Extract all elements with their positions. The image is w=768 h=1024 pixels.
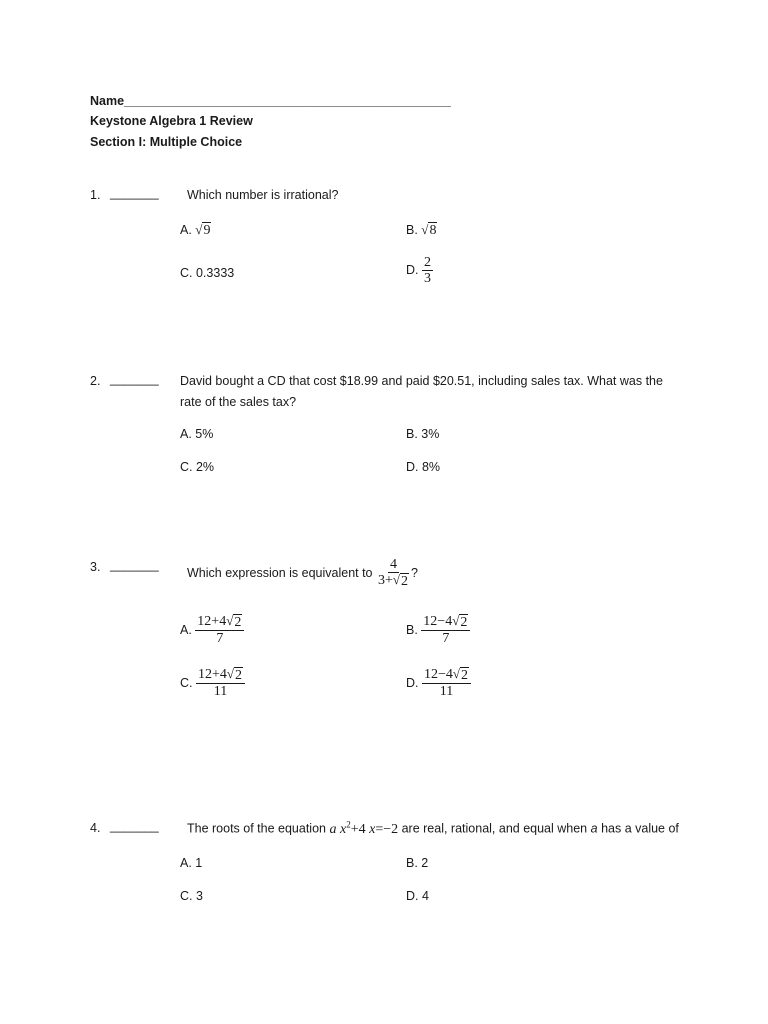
prompt-text-mid: are real, rational, and equal when bbox=[401, 821, 588, 836]
choice-label: C. bbox=[180, 266, 193, 280]
question-4-answer-blank[interactable]: _______ bbox=[110, 819, 159, 833]
q2-choice-a[interactable]: A. 5% bbox=[180, 427, 214, 441]
prompt-suffix: ? bbox=[411, 566, 418, 581]
fraction: 12+4 √ 2 11 bbox=[196, 667, 245, 700]
prompt-text: The roots of the equation bbox=[187, 821, 326, 836]
q1-choice-a[interactable] bbox=[180, 222, 211, 238]
variable-a: a bbox=[590, 821, 598, 836]
choice-value: 0.3333 bbox=[195, 266, 235, 280]
q3-choice-a[interactable] bbox=[180, 614, 244, 647]
choice-label: A. bbox=[180, 223, 192, 237]
equation: a $x^2+4$ x=−2 bbox=[329, 819, 399, 837]
q2-choice-d[interactable]: D. 8% bbox=[406, 460, 441, 474]
square-root: √ 9 bbox=[195, 222, 211, 238]
choice-label: A. bbox=[180, 623, 192, 638]
square-root: √ 2 bbox=[226, 613, 242, 630]
name-field-label[interactable]: Name_______________________________________________ bbox=[90, 94, 451, 108]
choice-label: C. bbox=[180, 676, 193, 691]
question-3-answer-blank[interactable]: _______ bbox=[110, 558, 159, 572]
question-4-number: 4. bbox=[90, 821, 101, 835]
fraction: $\frac{2}{3}$ bbox=[423, 255, 431, 287]
fraction: 12−4 √ 2 11 bbox=[422, 667, 471, 700]
q2-choice-c[interactable]: C. 2% bbox=[180, 460, 215, 474]
fraction: 12−4 √ 2 7 bbox=[421, 614, 470, 647]
fraction: 12+4 √ 2 7 bbox=[195, 614, 244, 647]
q1-choice-d[interactable] bbox=[406, 255, 433, 287]
question-1-answer-blank[interactable]: _______ bbox=[110, 186, 159, 200]
q4-choice-b[interactable]: B. 2 bbox=[406, 856, 429, 870]
q1-choice-b[interactable] bbox=[406, 222, 437, 238]
square-root: √ 2 bbox=[392, 572, 409, 590]
square-root: √ 2 bbox=[452, 613, 468, 630]
question-2-prompt-line-1: David bought a CD that cost $18.99 and paid $20.51, including sales tax. What was the bbox=[180, 374, 663, 388]
choice-label: B. bbox=[406, 623, 418, 638]
q4-choice-a[interactable]: A. 1 bbox=[180, 856, 203, 870]
square-root: √ 2 bbox=[452, 666, 469, 683]
question-1-number: 1. bbox=[90, 188, 101, 202]
section-heading: Section I: Multiple Choice bbox=[90, 135, 243, 149]
prompt-text: Which expression is equivalent to bbox=[187, 566, 373, 581]
question-3-prompt bbox=[187, 557, 418, 590]
choice-label: D. bbox=[406, 263, 419, 278]
fraction: 4 3+ √ 2 bbox=[378, 557, 409, 590]
q4-choice-c[interactable]: C. 3 bbox=[180, 889, 203, 903]
q3-choice-b[interactable] bbox=[406, 614, 470, 647]
question-3-number: 3. bbox=[90, 560, 101, 574]
choice-label: D. bbox=[406, 676, 419, 691]
question-2-number: 2. bbox=[90, 374, 101, 388]
square-root: √ 8 bbox=[421, 222, 437, 238]
q3-choice-d[interactable] bbox=[406, 667, 471, 700]
q1-choice-c[interactable] bbox=[180, 266, 234, 280]
choice-label: B. bbox=[406, 223, 418, 237]
prompt-text-end: has a value of bbox=[601, 821, 679, 836]
question-1-prompt: Which number is irrational? bbox=[187, 188, 339, 202]
document-title: Keystone Algebra 1 Review bbox=[90, 114, 253, 128]
question-2-answer-blank[interactable]: _______ bbox=[110, 372, 159, 386]
question-2-prompt-line-2: rate of the sales tax? bbox=[180, 395, 297, 409]
q4-choice-d[interactable]: D. 4 bbox=[406, 889, 429, 903]
question-4-prompt bbox=[187, 819, 679, 838]
square-root: √ 2 bbox=[226, 666, 243, 683]
q3-choice-c[interactable] bbox=[180, 667, 245, 700]
q2-choice-b[interactable]: B. 3% bbox=[406, 427, 440, 441]
